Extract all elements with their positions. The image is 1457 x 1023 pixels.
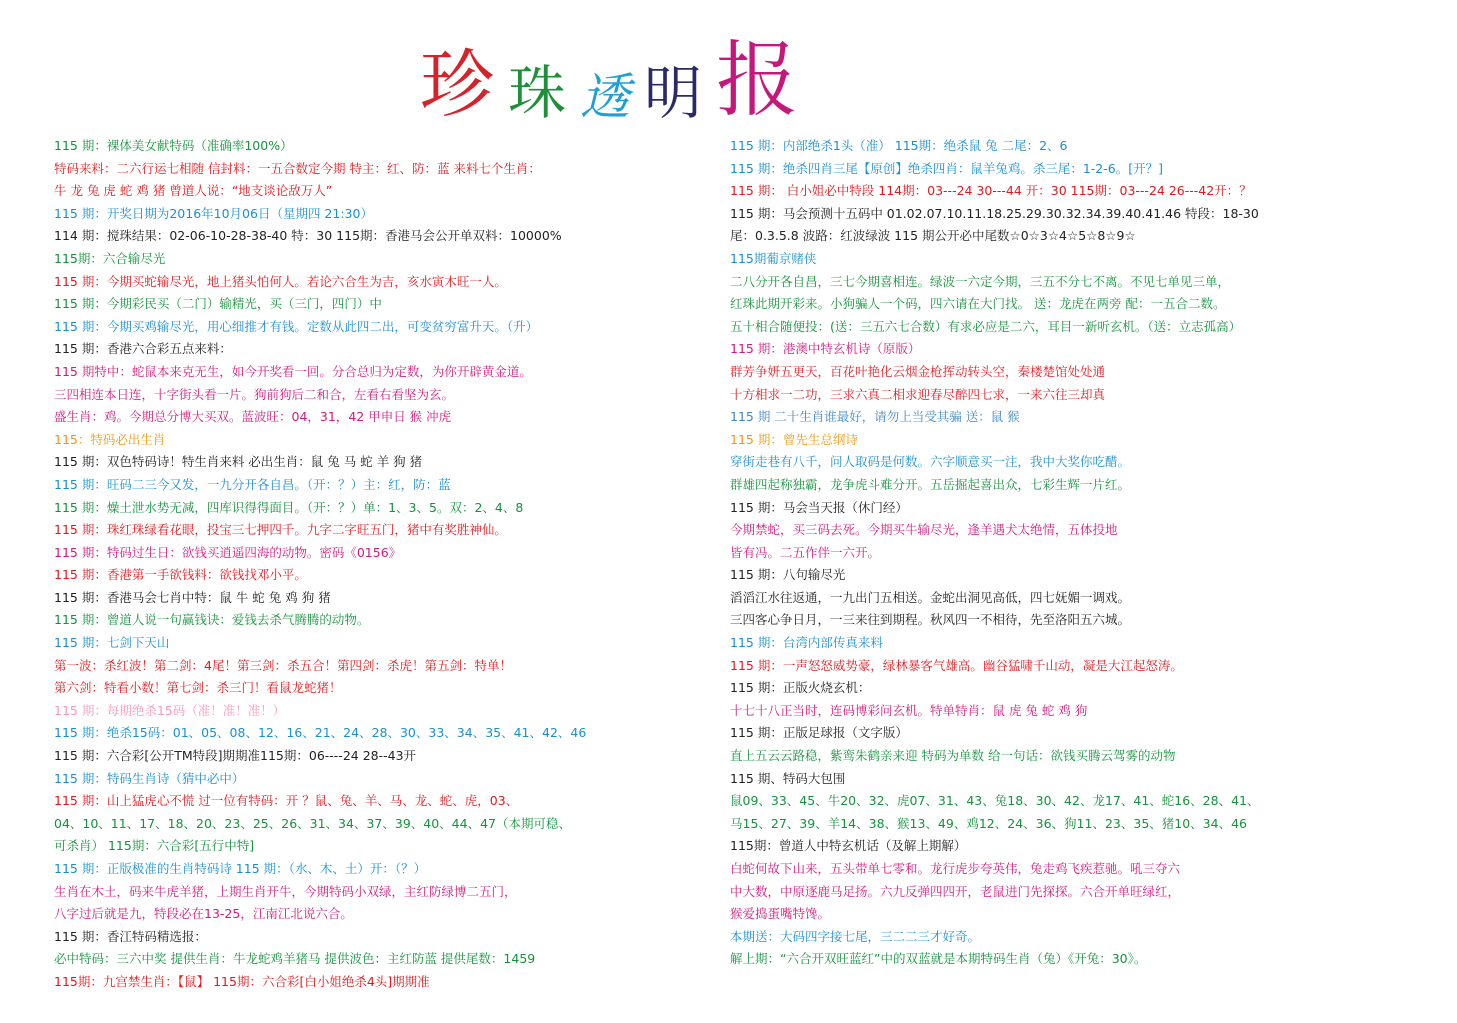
text-line: 今期禁蛇，买三码去死。今期买牛输尽光，逢羊遇犬太绝情，五体投地	[730, 522, 1118, 538]
text-line: 115 期：七剑下天山	[54, 635, 170, 651]
text-line: 115 期：开奖日期为2016年10月06日（星期四 21:30）	[54, 205, 373, 221]
text-line: 115 期：台湾内部传真来料	[730, 635, 883, 651]
text-line: 鼠09、33、45、牛20、32、虎07、31、43、兔18、30、42、龙17、41、蛇16、28、41、	[730, 793, 1260, 809]
text-line: 115 期：八句输尽光	[730, 567, 846, 583]
text-line: 115 期：香港第一手欲钱料：欲钱找邓小平。	[54, 567, 307, 583]
text-line: 十七十八正当时，连码博彩问玄机。特单特肖：鼠 虎 兔 蛇 鸡 狗	[730, 702, 1088, 718]
text-line: 115 期：绝杀15码：01、05、08、12、16、21、24、28、30、33、34、35、41、42、46	[54, 725, 587, 741]
text-line: 滔滔江水往返通，一九出门五相送。金蛇出洞见高低，四七妩媚一调戏。	[730, 589, 1131, 605]
title-char-5: 报	[716, 33, 799, 128]
text-line: 群雄四起称独霸，龙争虎斗难分开。五岳掘起喜出众，七彩生辉一片红。	[730, 476, 1131, 492]
text-line: 115 期：每期绝杀15码（准！准！准！）	[54, 702, 286, 718]
text-line: 115 期：曾先生总纲诗	[730, 431, 858, 447]
text-line: 115 期： 白小姐必中特段 114期：03---24 30---44 开：30 115期：03---24 26---42开：？	[730, 183, 1252, 199]
text-line: 115 期：香港六合彩五点来料：	[54, 341, 232, 357]
left-column	[54, 135, 704, 994]
text-line: 04、10、11、17、18、20、23、25、26、31、34、37、39、40、44、47（本期可稳、	[54, 815, 571, 831]
text-line: 直上五云云路稳，紫鸾朱鹤亲来迎 特码为单数 给一句话：欲钱买腾云驾雾的动物	[730, 748, 1176, 764]
text-line: 115 期：马会预测十五码中 01.02.07.10.11.18.25.29.30.32.34.39.40.41.46 特段：18-30	[730, 205, 1259, 221]
text-line: 马15、27、39、羊14、38、猴13、49、鸡12、24、36、狗11、23、35、猪10、34、46	[730, 815, 1247, 831]
text-line: 115 期：正版火烧玄机：	[730, 680, 871, 696]
title-char-3: 透	[580, 68, 631, 126]
text-line: 红珠此期开彩来。小狗骗人一个码，四六请在大门找。 送：龙虎在两旁 配：一五合二数。	[730, 296, 1226, 312]
text-line: 114 期：搅珠结果：02-06-10-28-38-40 特：30 115期：香港马会公开单双料：10000%	[54, 228, 562, 244]
text-line: 解上期：“六合开双旺蓝红”中的双蓝就是本期特码生肖（兔）《开兔：30》。	[730, 951, 1147, 967]
text-line: 115 期：香江特码精选报：	[54, 928, 207, 944]
text-line: 尾：0.3.5.8 波路：红波绿波 115 期公开必中尾数☆0☆3☆4☆5☆8☆9☆	[730, 228, 1136, 244]
text-line: 115 期：旺码二三今又发，一九分开各自昌。（开：？）主：红，防：蓝	[54, 476, 451, 492]
text-line: 穿街走巷有八千，问人取码是何数。六字顺意买一注，我中大奖你吃醋。	[730, 454, 1131, 470]
text-line: 115 期：港澳中特玄机诗（原版）	[730, 341, 921, 357]
text-line: 生肖在木土，码来牛虎羊猪，上期生肖开牛，今期特码小双绿，主红防绿博二五门，	[54, 883, 517, 899]
text-line: 115 期 二十生肖谁最好，请勿上当受其骗 送：鼠 猴	[730, 409, 1020, 425]
title-char-4: 明	[644, 59, 703, 127]
text-line: 115 期：山上猛虎心不慌 过一位有特码：开 ？鼠、兔、羊、马、龙、蛇、虎，03、	[54, 793, 519, 809]
text-line: 三四客心争日月，一三来往到期程。秋风四一不相待，先至洛阳五六城。	[730, 612, 1131, 628]
text-line: 第六剑：特看小数！第七剑：杀三门！看鼠龙蛇猪！	[54, 680, 342, 696]
text-line: 可杀肖） 115期：六合彩[五行中特]	[54, 838, 255, 854]
title-char-2: 珠	[508, 59, 567, 127]
text-line: 115 期：今期买蛇输尽光，地上猪头怕何人。若论六合生为吉，亥水寅木旺一人。	[54, 273, 507, 289]
text-line: 115 期：正版极准的生肖特码诗 115 期：（水、木、土）开：（？）	[54, 861, 427, 876]
text-line: 二八分开各自昌，三七今期喜相连。绿波一六定今期，三五不分七不离。不见七单见三单，	[730, 273, 1231, 289]
text-line: 115 期：马会当天报（休门经）	[730, 499, 908, 515]
newspaper-title	[420, 32, 799, 128]
text-line: 群芳争妍五更天，百花叶艳化云烟金枪挥动转头空，秦楼楚馆处处通	[730, 363, 1106, 379]
text-line: 皆有冯。二五作伴一六开。	[730, 544, 881, 560]
text-line: 牛 龙 兔 虎 蛇 鸡 猪 曾道人说：“地支谈论敌万人”	[54, 183, 333, 199]
right-column	[730, 135, 1430, 971]
text-line: 本期送：大码四字接七尾，三二二三才好奇。	[730, 928, 981, 944]
text-line: 115 期：正版足球报（文字版）	[730, 725, 908, 741]
text-line: 必中特码：三六中奖 提供生肖：牛龙蛇鸡羊猪马 提供波色：主红防蓝 提供尾数：1459	[54, 951, 536, 967]
text-line: 盛生肖：鸡。今期总分博大买双。蓝波旺：04，31，42 甲申日 猴 冲虎	[54, 409, 452, 425]
text-line: 猴爱捣蛋嘴特馋。	[730, 906, 831, 922]
text-line: 115 期、特码大包围	[730, 770, 846, 786]
text-line: 三四相连本日连，十字街头看一片。狗前狗后二和合，左看右看坚为玄。	[54, 386, 455, 402]
text-line: 115 期：今期彩民买（二门）输精光，买（三门，四门）中	[54, 296, 382, 312]
text-line: 115 期：双色特码诗！特生肖来料 必出生肖：鼠 兔 马 蛇 羊 狗 猪	[54, 454, 423, 470]
text-line: 八字过后就是九，特段必在13-25，江南江北说六合。	[54, 906, 353, 922]
text-line: 115期：曾道人中特玄机话（及解上期解）	[730, 838, 967, 854]
text-line: 115：特码必出生肖	[54, 431, 166, 447]
title-char-1: 珍	[420, 42, 494, 128]
text-line: 115 期特中：蛇鼠本来克无生，如今开奖看一回。分合总归为定数，为你开辟黄金道。	[54, 363, 532, 379]
text-line: 115 期：裸体美女献特码（准确率100%）	[54, 138, 293, 153]
text-line: 第一波：杀红波！第二剑：4尾！第三剑：杀五合！第四剑：杀虎！第五剑：特单！	[54, 657, 512, 673]
text-line: 115 期：珠红珠绿看花眼，投宝三七押四千。九字二字旺五门，猪中有奖胜神仙。	[54, 522, 507, 538]
text-line: 115 期：今期买鸡输尽光，用心细推才有钱。定数从此四二出，可变贫穷富升天。（升）	[54, 318, 539, 334]
text-line: 115期：九宫禁生肖：【鼠】 115期：六合彩[白小姐绝杀4头]期期准	[54, 973, 430, 989]
text-line: 十方相求一二功，三求六真二相求迎春尽醉四七求，一来六往三却真	[730, 386, 1106, 402]
text-line: 115期葡京赌侠	[730, 250, 817, 266]
text-line: 115 期：一声怒怒威势豪，绿林暴客气雄高。幽谷猛啸千山动，凝是大江起怒涛。	[730, 657, 1183, 673]
text-line: 115 期：特码生肖诗（猜中必中）	[54, 770, 245, 786]
text-line: 中大数，中原逐鹿马足扬。六九反弹四四开，老鼠进门先探探。六合开单旺绿红，	[730, 883, 1181, 899]
text-line: 115 期：燥土泄水势无减，四库识得得面目。（开：？）单：1、3、5。双：2、4、8	[54, 499, 524, 515]
text-line: 115 期：六合彩[公开TM特段]期期准115期：06----24 28--43开	[54, 748, 417, 764]
text-line: 五十相合随便投：(送：三五六七合数）有求必应是二六，耳目一新听玄机。（送：立志孤高）	[730, 318, 1242, 334]
text-line: 115 期：特码过生日：欲钱买逍遥四海的动物。密码《0156》	[54, 544, 402, 560]
text-line: 115期：六合输尽光	[54, 250, 166, 266]
text-line: 115 期：香港马会七肖中特：鼠 牛 蛇 兔 鸡 狗 猪	[54, 589, 331, 605]
text-line: 115 期：内部绝杀1头（准） 115期：绝杀鼠 兔 二尾：2、6	[730, 138, 1068, 153]
text-line: 115 期：曾道人说一句赢钱诀：爱钱去杀气腾腾的动物。	[54, 612, 370, 628]
text-line: 白蛇何故下山来，五头带单七零和。龙行虎步夸英伟，兔走鸡飞疾惹驰。吼三夺六	[730, 861, 1181, 876]
text-line: 115 期：绝杀四肖三尾【原创】绝杀四肖：鼠羊兔鸡。杀三尾：1-2-6。[开？]	[730, 160, 1163, 176]
text-line: 特码来料：二六行运七相随 信封料：一五合数定今期 特主：红、防：蓝 来料七个生肖：	[54, 160, 541, 176]
